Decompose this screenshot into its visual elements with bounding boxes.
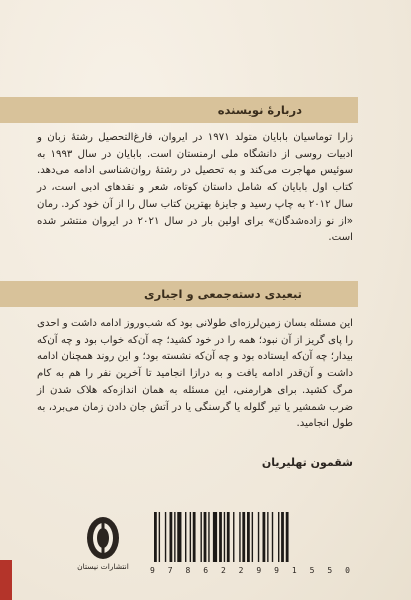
barcode-bar [213, 512, 217, 562]
barcode-bar [233, 512, 234, 562]
exile-quote-text: این مسئله بسان زمین‌لرزه‌ای طولانی بود که شب‌وروز ادامه داشت و احدی را پای گریز از آن نبود؛ همه را در خود کشید؛ چه آن‌که خواب بود و چه آن‌که بیدار؛ چه آن‌که ایستاده بود و چه آن‌که نشسته بود؛ و این روند همچنان ادامه داشت و آن‌قدر ادامه یافت و به درازا انجامید تا آخرین نفر را هم به کام مرگ کشید. برای هرارمنی، این مسئله به همان اندازه‌که هلاک شدن از ضرب شمشیر یا تیر گلوله یا گرسنگی یا در آتش جان دادن زمان می‌برد، به طول انجامید. [37, 318, 353, 430]
barcode-bar [263, 512, 266, 562]
barcode-bar [193, 512, 196, 562]
barcode-digit: 0 [345, 566, 350, 575]
barcode-bar [258, 512, 259, 562]
barcode-bar [201, 512, 202, 562]
barcode-digit: 5 [309, 566, 315, 575]
barcode-bar [252, 512, 253, 562]
quote-signature: شقمون تهلیریان [261, 456, 353, 469]
barcode-bar [159, 512, 160, 562]
barcode-bar [185, 512, 186, 562]
about-author-text: زارا توماسیان بابایان متولد ۱۹۷۱ در ایروان، فارغ‌التحصیل رشتهٔ زبان و ادبیات روسی از دانشگاه ملی ارمنستان است. بابایان در سال ۱۹۹۳ به سوئیس مهاجرت می‌کند و به تحصیل در رشتهٔ روان‌شناسی ادامه می‌دهد. کتاب اول بابایان که شامل داستان کوتاه، شعر و نقدهای ادبی است، در سال ۲۰۱۲ به چاپ رسید و جایزهٔ بهترین کتاب سال را از آن خود کرد. رمان «از نو زاده‌شدگان» برای اولین بار در سال ۲۰۲۱ در ایروان منتشر شده است. [37, 132, 354, 244]
barcode-digit: 9 [150, 566, 155, 575]
barcode-bar [278, 512, 279, 562]
barcode-bar [224, 512, 225, 562]
barcode-bar [272, 512, 273, 562]
barcode-bar [170, 512, 173, 562]
barcode-digit: 7 [167, 566, 173, 575]
exile-header-bar [0, 281, 358, 307]
barcode-bar [219, 512, 222, 562]
barcode-digit: 9 [256, 566, 262, 575]
barcode-digit: 1 [291, 566, 297, 575]
barcode-digit: 2 [220, 566, 226, 575]
barcode-bar [286, 512, 289, 562]
barcode-bar [227, 512, 230, 562]
barcode-digit: 2 [238, 566, 244, 575]
publisher-name: انتشارات نیستان [77, 562, 129, 571]
barcode-bar [281, 512, 284, 562]
barcode-digit: 5 [327, 566, 333, 575]
about-author-header-bar [0, 97, 358, 123]
barcode-bar [247, 512, 250, 562]
barcode-bar [154, 512, 157, 562]
isbn-digits [150, 566, 350, 575]
barcode-digit: 6 [203, 566, 209, 575]
barcode-bar [174, 512, 175, 562]
isbn-barcode [150, 512, 350, 562]
barcode-digit: 8 [185, 566, 191, 575]
barcode-bar [204, 512, 207, 562]
exile-heading: تبعیدی دسته‌جمعی و اجباری [144, 287, 302, 301]
publisher-logo-icon [86, 516, 120, 560]
barcode-bar [177, 512, 181, 562]
barcode-bar [190, 512, 191, 562]
barcode-digit: 9 [274, 566, 279, 575]
barcode-bar [239, 512, 240, 562]
accent-strip [0, 560, 12, 600]
barcode-bar [267, 512, 268, 562]
barcode-bar [165, 512, 166, 562]
barcode-bar [208, 512, 209, 562]
about-author-heading: دربارهٔ نویسنده [217, 103, 302, 117]
barcode-bar [242, 512, 245, 562]
